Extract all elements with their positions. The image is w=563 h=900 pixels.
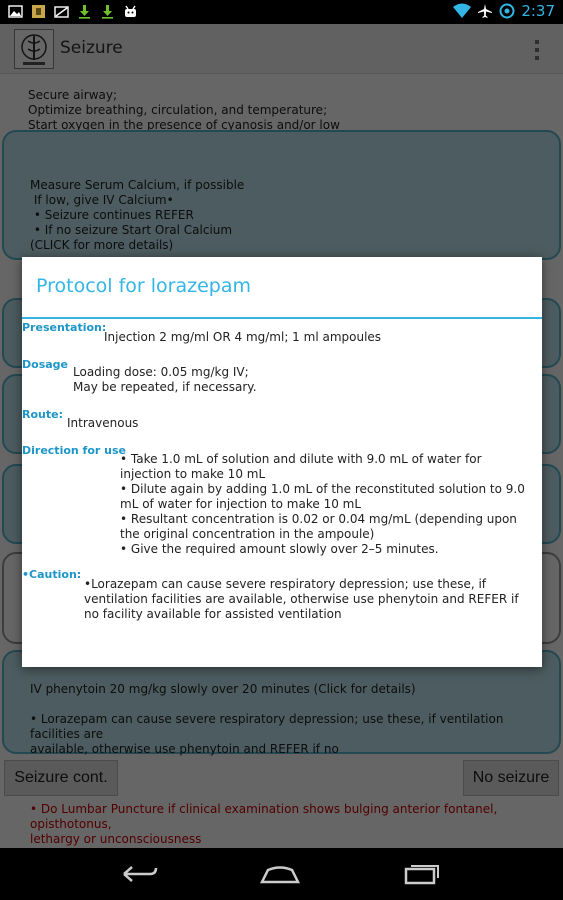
navigation-bar: [0, 848, 563, 900]
direction-list: [120, 452, 526, 557]
download-icon: [100, 4, 115, 19]
presentation-label: Presentation:: [22, 321, 107, 334]
caution-value: •Lorazepam can cause severe respiratory depression; use these, if ventilation facilities are available, otherwise use phenytoin and REFER if no facility available for assisted ventilation: [84, 577, 519, 621]
dosage-label: Dosage: [22, 358, 68, 371]
home-icon[interactable]: [258, 858, 302, 890]
lorazepam-dialog: [22, 257, 542, 667]
direction-label: Direction for use: [22, 444, 126, 457]
route-label: Route:: [22, 408, 63, 421]
status-clock: 2:37: [521, 2, 555, 20]
gallery-icon: [8, 4, 23, 19]
wifi-icon: [453, 3, 471, 19]
no-sim-icon: [54, 4, 69, 19]
download-icon: [77, 4, 92, 19]
dialog-title: Protocol for lorazepam: [36, 275, 252, 297]
caution-label: •Caution:: [22, 568, 82, 581]
recents-icon[interactable]: [400, 858, 444, 890]
back-icon[interactable]: [118, 858, 162, 890]
dosage-value: [73, 365, 257, 395]
direction-item: • Give the required amount slowly over 2–5 minutes.: [120, 542, 439, 556]
airplane-icon: [477, 3, 493, 19]
status-bar: [0, 0, 563, 24]
direction-item: • Dilute again by adding 1.0 mL of the reconstituted solution to 9.0 mL of water for injection to make 10 mL: [120, 482, 525, 511]
presentation-value: Injection 2 mg/ml OR 4 mg/ml; 1 ml ampoules: [104, 330, 382, 344]
direction-item: • Take 1.0 mL of solution and dilute with 9.0 mL of water for injection to make 10 mL: [120, 452, 482, 481]
android-icon: [123, 4, 138, 19]
dosage-line: May be repeated, if necessary.: [73, 380, 257, 394]
dosage-line: Loading dose: 0.05 mg/kg IV;: [73, 365, 249, 379]
route-value: Intravenous: [67, 416, 139, 430]
direction-item: • Resultant concentration is 0.02 or 0.04 mg/mL (depending upon the original concentration in the ampoule): [120, 512, 517, 541]
title-divider: [22, 317, 542, 319]
sync-icon: [499, 3, 515, 19]
app-icon: [31, 4, 46, 19]
